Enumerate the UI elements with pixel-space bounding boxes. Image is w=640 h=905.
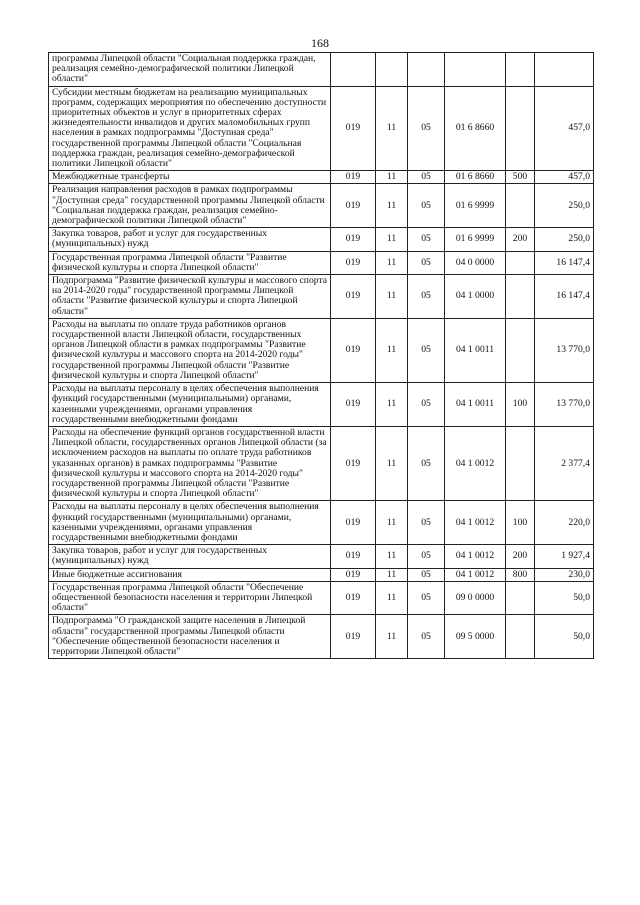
expense-type-cell — [506, 581, 535, 615]
target-article-cell: 01 6 9999 — [445, 228, 506, 251]
expense-name-cell: Реализация направления расходов в рамках подпрограммы "Доступная среда" государственной программы Липецкой области "Социальная поддержка граждан, реализация семейно-демографической политики Липецкой области" — [49, 184, 331, 228]
ministry-code-cell: 019 — [331, 184, 376, 228]
expense-name-cell: Расходы на выплаты персоналу в целях обеспечения выполнения функций государственными (муниципальными) органами, казенными учреждениями, органами управления государственными внебюджетными фондами — [49, 501, 331, 545]
target-article-cell: 09 5 0000 — [445, 615, 506, 659]
table-row — [49, 426, 594, 500]
section-code-cell: 11 — [376, 581, 408, 615]
subsection-code-cell: 05 — [408, 568, 445, 581]
ministry-code-cell: 019 — [331, 228, 376, 251]
expense-name-cell: Закупка товаров, работ и услуг для государственных (муниципальных) нужд — [49, 228, 331, 251]
section-code-cell: 11 — [376, 275, 408, 319]
amount-cell: 220,0 — [535, 501, 594, 545]
section-code-cell — [376, 53, 408, 87]
target-article-cell: 04 1 0012 — [445, 426, 506, 500]
expense-type-cell — [506, 275, 535, 319]
expense-name-cell: Подпрограмма "О гражданской защите населения в Липецкой области" государственной программы Липецкой области "Обеспечение общественной безопасности населения и территории Липецкой области" — [49, 615, 331, 659]
amount-cell: 250,0 — [535, 228, 594, 251]
expense-type-cell: 800 — [506, 568, 535, 581]
expense-name-cell: Закупка товаров, работ и услуг для государственных (муниципальных) нужд — [49, 545, 331, 568]
expense-name-cell: Расходы на выплаты по оплате труда работников органов государственной власти Липецкой области, государственных органов Липецкой области в рамках подпрограммы "Развитие физической культуры и массового спорта на 2014-2020 годы" государственной программы Липецкой области "Развитие физической культуры и спорта Липецкой области" — [49, 318, 331, 382]
subsection-code-cell: 05 — [408, 86, 445, 171]
expense-type-cell — [506, 53, 535, 87]
expense-name-cell: Государственная программа Липецкой области "Развитие физической культуры и спорта Липецкой области" — [49, 251, 331, 274]
expense-type-cell: 100 — [506, 501, 535, 545]
amount-cell: 1 927,4 — [535, 545, 594, 568]
ministry-code-cell: 019 — [331, 501, 376, 545]
ministry-code-cell: 019 — [331, 568, 376, 581]
section-code-cell: 11 — [376, 184, 408, 228]
amount-cell: 2 377,4 — [535, 426, 594, 500]
expense-type-cell — [506, 318, 535, 382]
subsection-code-cell: 05 — [408, 581, 445, 615]
amount-cell: 16 147,4 — [535, 251, 594, 274]
amount-cell: 13 770,0 — [535, 318, 594, 382]
ministry-code-cell: 019 — [331, 581, 376, 615]
expense-name-cell: Иные бюджетные ассигнования — [49, 568, 331, 581]
table-row — [49, 581, 594, 615]
target-article-cell: 04 1 0012 — [445, 545, 506, 568]
expense-type-cell — [506, 615, 535, 659]
section-code-cell: 11 — [376, 383, 408, 427]
amount-cell — [535, 53, 594, 87]
table-row — [49, 318, 594, 382]
target-article-cell: 04 1 0012 — [445, 501, 506, 545]
table-row — [49, 545, 594, 568]
ministry-code-cell: 019 — [331, 86, 376, 171]
expense-name-cell: Государственная программа Липецкой области "Обеспечение общественной безопасности населения и территории Липецкой области" — [49, 581, 331, 615]
expense-name-cell: программы Липецкой области "Социальная поддержка граждан, реализация семейно-демографической политики Липецкой области" — [49, 53, 331, 87]
table-row — [49, 251, 594, 274]
subsection-code-cell: 05 — [408, 426, 445, 500]
subsection-code-cell: 05 — [408, 275, 445, 319]
subsection-code-cell: 05 — [408, 501, 445, 545]
table-row — [49, 568, 594, 581]
ministry-code-cell: 019 — [331, 275, 376, 319]
table-row — [49, 53, 594, 87]
table-row — [49, 615, 594, 659]
section-code-cell: 11 — [376, 318, 408, 382]
budget-table — [48, 52, 594, 659]
ministry-code-cell: 019 — [331, 171, 376, 184]
expense-type-cell — [506, 86, 535, 171]
section-code-cell: 11 — [376, 568, 408, 581]
section-code-cell: 11 — [376, 501, 408, 545]
expense-type-cell — [506, 184, 535, 228]
amount-cell: 50,0 — [535, 581, 594, 615]
target-article-cell: 09 0 0000 — [445, 581, 506, 615]
page-number: 168 — [311, 36, 329, 50]
ministry-code-cell: 019 — [331, 318, 376, 382]
amount-cell: 457,0 — [535, 171, 594, 184]
target-article-cell: 01 6 8660 — [445, 86, 506, 171]
subsection-code-cell: 05 — [408, 184, 445, 228]
expense-name-cell: Подпрограмма "Развитие физической культуры и массового спорта на 2014-2020 годы" государственной программы Липецкой области "Развитие физической культуры и спорта Липецкой области" — [49, 275, 331, 319]
amount-cell: 250,0 — [535, 184, 594, 228]
subsection-code-cell: 05 — [408, 251, 445, 274]
section-code-cell: 11 — [376, 86, 408, 171]
target-article-cell: 01 6 9999 — [445, 184, 506, 228]
subsection-code-cell: 05 — [408, 383, 445, 427]
table-body — [49, 53, 594, 659]
expense-type-cell: 500 — [506, 171, 535, 184]
expense-type-cell: 100 — [506, 383, 535, 427]
expense-type-cell: 200 — [506, 228, 535, 251]
subsection-code-cell: 05 — [408, 545, 445, 568]
expense-name-cell: Субсидии местным бюджетам на реализацию муниципальных программ, содержащих мероприятия по обеспечению доступности приоритетных объектов и услуг в приоритетных сферах жизнедеятельности инвалидов и других маломобильных групп населения в рамках подпрограммы "Доступная среда" государственной программы Липецкой области "Социальная поддержка граждан, реализация семейно-демографической политики Липецкой области" — [49, 86, 331, 171]
section-code-cell: 11 — [376, 251, 408, 274]
target-article-cell: 04 1 0000 — [445, 275, 506, 319]
table-row — [49, 275, 594, 319]
amount-cell: 50,0 — [535, 615, 594, 659]
ministry-code-cell: 019 — [331, 615, 376, 659]
subsection-code-cell — [408, 53, 445, 87]
table-row — [49, 184, 594, 228]
target-article-cell: 04 1 0011 — [445, 318, 506, 382]
ministry-code-cell: 019 — [331, 426, 376, 500]
target-article-cell: 04 1 0012 — [445, 568, 506, 581]
subsection-code-cell: 05 — [408, 228, 445, 251]
expense-name-cell: Расходы на обеспечение функций органов государственной власти Липецкой области, государственных органов Липецкой области (за исключением расходов на выплаты по оплате труда работников указанных органов) в рамках подпрограммы "Развитие физической культуры и массового спорта на 2014-2020 годы" государственной программы Липецкой области "Развитие физической культуры и спорта Липецкой области" — [49, 426, 331, 500]
section-code-cell: 11 — [376, 545, 408, 568]
expense-type-cell: 200 — [506, 545, 535, 568]
section-code-cell: 11 — [376, 228, 408, 251]
ministry-code-cell — [331, 53, 376, 87]
target-article-cell: 01 6 8660 — [445, 171, 506, 184]
expense-type-cell — [506, 251, 535, 274]
subsection-code-cell: 05 — [408, 318, 445, 382]
ministry-code-cell: 019 — [331, 383, 376, 427]
table-row — [49, 501, 594, 545]
table-row — [49, 228, 594, 251]
section-code-cell: 11 — [376, 171, 408, 184]
table-row — [49, 383, 594, 427]
table-row — [49, 171, 594, 184]
amount-cell: 230,0 — [535, 568, 594, 581]
amount-cell: 457,0 — [535, 86, 594, 171]
table-row — [49, 86, 594, 171]
target-article-cell: 04 1 0011 — [445, 383, 506, 427]
target-article-cell — [445, 53, 506, 87]
target-article-cell: 04 0 0000 — [445, 251, 506, 274]
expense-name-cell: Межбюджетные трансферты — [49, 171, 331, 184]
subsection-code-cell: 05 — [408, 615, 445, 659]
ministry-code-cell: 019 — [331, 251, 376, 274]
ministry-code-cell: 019 — [331, 545, 376, 568]
amount-cell: 13 770,0 — [535, 383, 594, 427]
section-code-cell: 11 — [376, 615, 408, 659]
expense-name-cell: Расходы на выплаты персоналу в целях обеспечения выполнения функций государственными (муниципальными) органами, казенными учреждениями, органами управления государственными внебюджетными фондами — [49, 383, 331, 427]
expense-type-cell — [506, 426, 535, 500]
section-code-cell: 11 — [376, 426, 408, 500]
amount-cell: 16 147,4 — [535, 275, 594, 319]
subsection-code-cell: 05 — [408, 171, 445, 184]
